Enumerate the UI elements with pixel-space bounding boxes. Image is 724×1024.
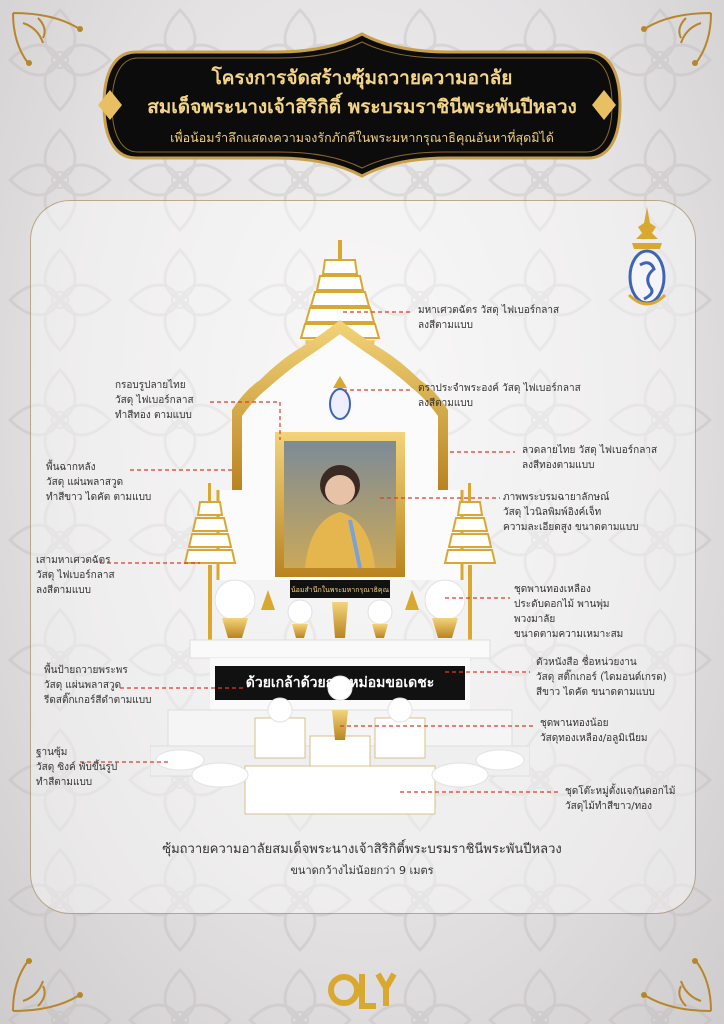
label-letters: ตัวหนังสือ ชื่อหน่วยงาน วัสดุ สติ๊กเกอร์ (ไดมอนด์เกรด) สีขาว ไดคัต ขนาดตามแบบ	[536, 657, 667, 698]
logo-mark	[328, 968, 398, 1012]
label-sign-base: พื้นป้ายถวายพระพร วัสดุ แผ่นพลาสวูด รีดสติ๊กเกอร์สีดำตามแบบ	[44, 665, 152, 706]
label-frame: กรอบรูปลายไทย วัสดุ ไฟเบอร์กลาส ทำสีทอง ตามแบบ	[115, 380, 194, 421]
label-pattern: ลวดลายไทย วัสดุ ไฟเบอร์กลาส ลงสีทองตามแบบ	[522, 445, 658, 471]
label-table: ชุดโต๊ะหมู่ตั้งแจกันดอกไม้ วัสดุไม้ทำสีขาว/ทอง	[565, 786, 676, 812]
label-emblem: ตราประจำพระองค์ วัสดุ ไฟเบอร์กลาส ลงสีตามแบบ	[418, 383, 581, 409]
footer-size: ขนาดกว้างไม่น้อยกว่า 9 เมตร	[290, 864, 434, 877]
label-small-tray: ชุดพานทองน้อย วัสดุทองเหลือง/อลูมิเนียม	[540, 718, 648, 744]
header-line1: โครงการจัดสร้างซุ้มถวายความอาลัย	[211, 67, 513, 89]
label-portrait: ภาพพระบรมฉายาลักษณ์ วัสดุ ไวนิลพิมพ์อิงค์เจ็ท ความละเอียดสูง ขนาดตามแบบ	[503, 492, 639, 533]
portrait-banner-text: น้อมสำนึกในพระมหากรุณาธิคุณ	[290, 586, 390, 594]
label-side-umbrella: เสามหาเศวตฉัตร วัสดุ ไฟเบอร์กลาส ลงสีตามแบบ	[36, 555, 115, 596]
header-line3: เพื่อน้อมรำลึกแสดงความจงรักภักดีในพระมหากรุณาธิคุณอันหาที่สุดมิได้	[170, 130, 554, 145]
signboard-text: ด้วยเกล้าด้วยกระหม่อมขอเดชะ	[245, 675, 435, 691]
label-backdrop: พื้นฉากหลัง วัสดุ แผ่นพลาสวูด ทำสีขาว ไดคัต ตามแบบ	[46, 462, 152, 503]
label-base: ฐานซุ้ม วัสดุ ซิงค์ พับขึ้นรูป ทำสีตามแบบ	[36, 747, 118, 788]
label-flower-trays: ชุดพานทองเหลือง ประดับดอกไม้ พานพุ่ม พวงมาลัย ขนาดตามความเหมาะสม	[514, 584, 624, 640]
label-umbrella-top: มหาเศวตฉัตร วัสดุ ไฟเบอร์กลาส ลงสีตามแบบ	[418, 305, 560, 331]
footer-title: ซุ้มถวายความอาลัยสมเด็จพระนางเจ้าสิริกิติ์พระบรมราชินีพระพันปีหลวง	[162, 842, 562, 857]
oly-logo	[328, 968, 398, 1012]
header-line2: สมเด็จพระนางเจ้าสิริกิติ์ พระบรมราชินีพระพันปีหลวง	[147, 96, 577, 118]
